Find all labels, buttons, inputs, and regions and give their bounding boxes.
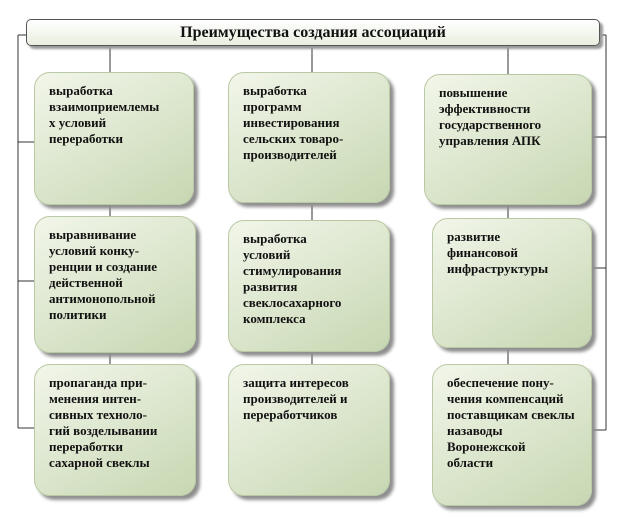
benefit-card-8: защита интересов производителей и переработчиков	[228, 364, 390, 496]
benefit-card-6: развитие финансовой инфраструктуры	[432, 218, 592, 348]
benefit-card-2: выработка программ инвестирования сельских товаро- производителей	[228, 72, 390, 203]
benefit-card-3: повышение эффективности государственного управления АПК	[424, 74, 592, 205]
benefit-card-1: выработка взаимоприемлемы х условий переработки	[34, 72, 194, 205]
diagram-title: Преимущества создания ассоциаций	[26, 19, 600, 46]
benefit-card-9: обеспечение пону- чения компенсаций поставщикам свеклы назаводы Воронежской области	[432, 364, 592, 506]
benefit-card-7: пропаганда при- менения интен- сивных техноло- гий возделывании переработки сахарной свеклы	[34, 364, 196, 496]
benefit-card-5: выработка условий стимулирования развития свеклосахарного комплекса	[228, 220, 390, 352]
benefit-card-4: выравнивание условий конку- ренции и создание действенной антимонопольной политики	[34, 216, 196, 353]
